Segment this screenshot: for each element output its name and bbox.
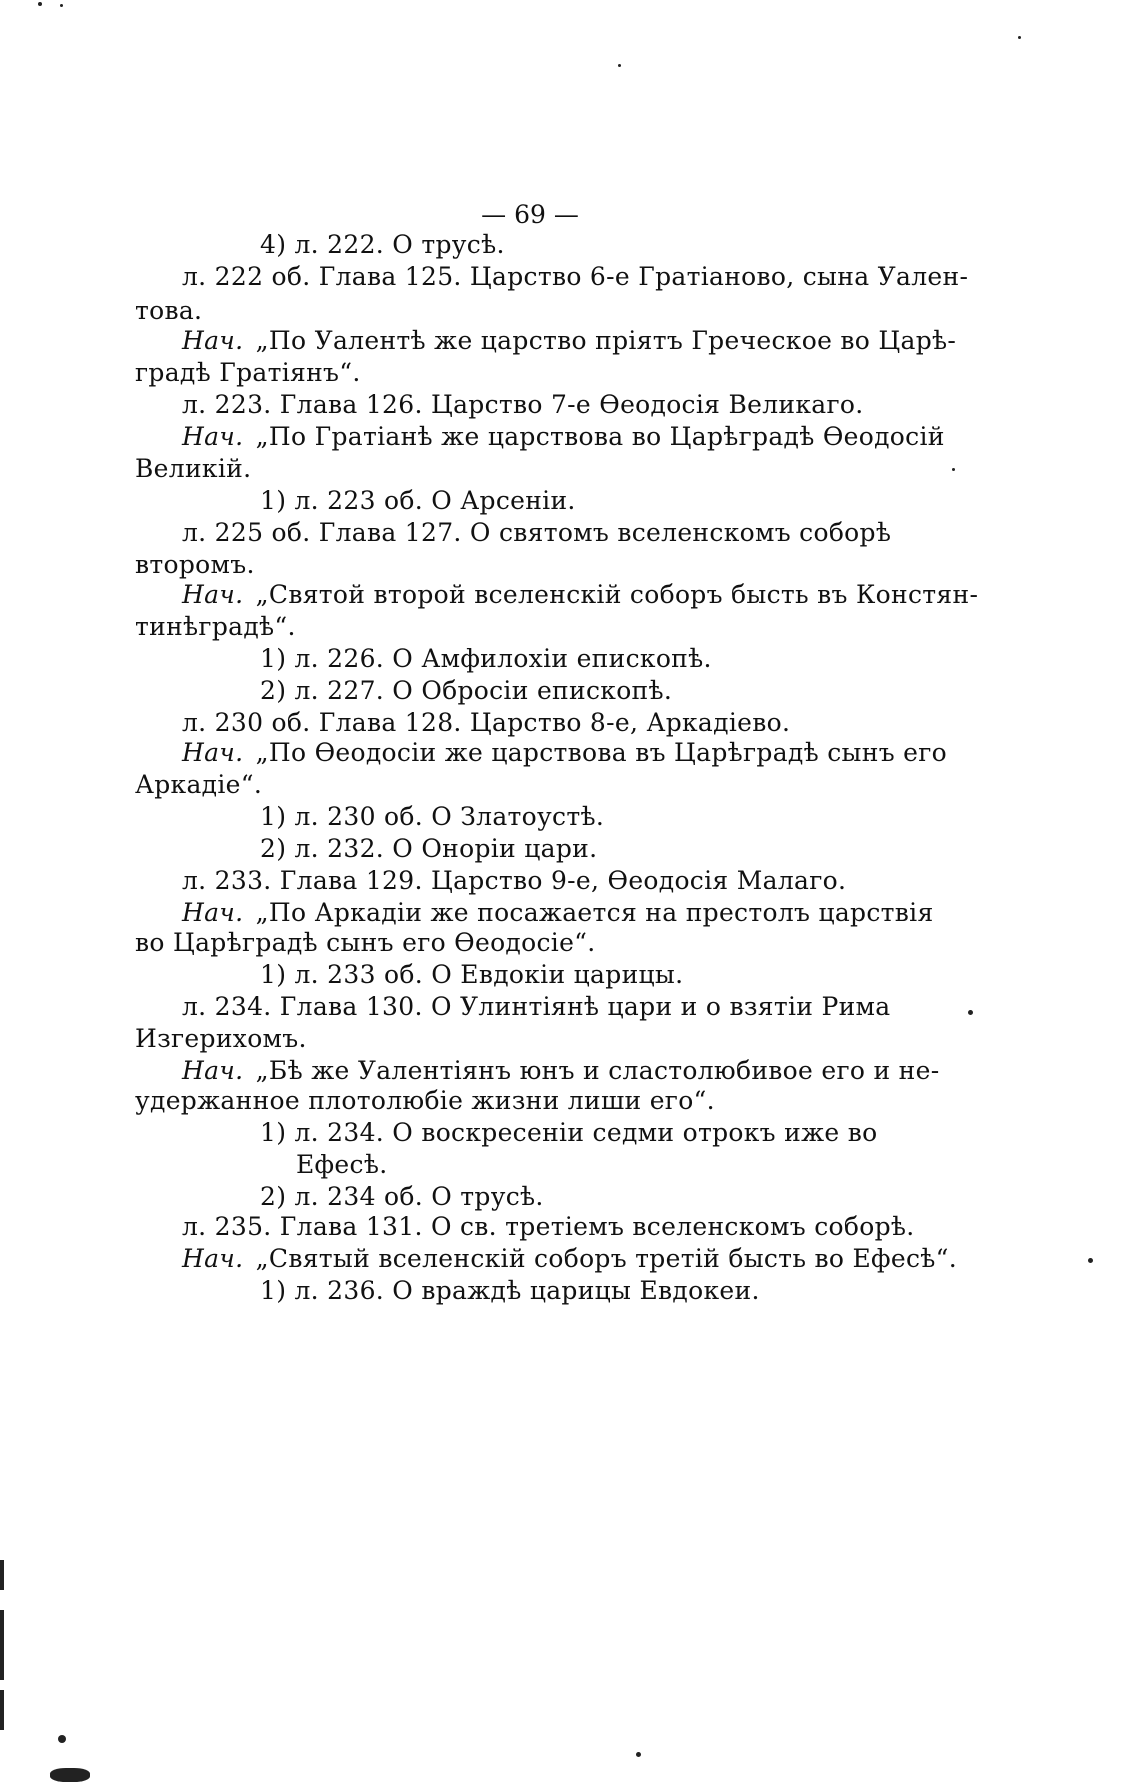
chapter-heading: л. 222 об. Глава 125. Царство 6-е Гратіаново, сына Уален- bbox=[182, 262, 969, 291]
incipit-label: Нач. bbox=[182, 422, 244, 451]
scan-smudge bbox=[50, 1768, 90, 1782]
incipit-label: Нач. bbox=[182, 898, 244, 927]
scan-speck bbox=[636, 1752, 641, 1757]
scan-speck bbox=[38, 2, 42, 6]
sub-entry: 1) л. 234. О воскресеніи седми отрокъ иже во bbox=[260, 1118, 878, 1147]
chapter-heading: л. 230 об. Глава 128. Царство 8-е, Аркадіево. bbox=[182, 708, 791, 737]
scan-edge-mark bbox=[0, 1560, 4, 1590]
incipit-cont: Великій. bbox=[135, 454, 252, 483]
scan-speck bbox=[952, 468, 955, 471]
chapter-heading: л. 223. Глава 126. Царство 7-е Ѳеодосія Великаго. bbox=[182, 390, 864, 419]
entry-line: 4) л. 222. О трусѣ. bbox=[260, 230, 505, 259]
scan-speck bbox=[618, 64, 621, 67]
incipit-label: Нач. bbox=[182, 326, 244, 355]
incipit-cont: во Царѣградѣ сынъ его Ѳеодосіе“. bbox=[135, 928, 596, 957]
scan-speck bbox=[58, 1735, 66, 1743]
incipit-line: Нач. „По Гратіанѣ же царствова во Царѣградѣ Ѳеодосій bbox=[182, 422, 945, 451]
sub-entry: 1) л. 230 об. О Златоустѣ. bbox=[260, 802, 605, 831]
chapter-heading-cont: Изгерихомъ. bbox=[135, 1024, 307, 1053]
incipit-line: Нач. „Святой второй вселенскій соборъ бысть въ Констян- bbox=[182, 580, 979, 609]
sub-entry: 1) л. 236. О враждѣ царицы Евдокеи. bbox=[260, 1276, 760, 1305]
incipit-label: Нач. bbox=[182, 1056, 244, 1085]
incipit-line: Нач. „Святый вселенскій соборъ третій бысть во Ефесѣ“. bbox=[182, 1244, 957, 1273]
incipit-line: Нач. „По Аркадіи же посажается на престолъ царствія bbox=[182, 898, 934, 927]
sub-entry: 2) л. 232. О Оноріи цари. bbox=[260, 834, 598, 863]
sub-entry: 2) л. 234 об. О трусѣ. bbox=[260, 1182, 544, 1211]
incipit-cont: Аркадіе“. bbox=[135, 770, 263, 799]
incipit-label: Нач. bbox=[182, 738, 244, 767]
chapter-heading-cont: второмъ. bbox=[135, 550, 255, 579]
incipit-label: Нач. bbox=[182, 580, 244, 609]
sub-entry: 2) л. 227. О Обросіи епископѣ. bbox=[260, 676, 673, 705]
incipit-line: Нач. „Бѣ же Уалентіянъ юнъ и сластолюбивое его и не- bbox=[182, 1056, 940, 1085]
chapter-heading: л. 233. Глава 129. Царство 9-е, Ѳеодосія Малаго. bbox=[182, 866, 847, 895]
page-number: — 69 — bbox=[481, 200, 579, 229]
incipit-line: Нач. „По Уалентѣ же царство пріятъ Греческое во Царѣ- bbox=[182, 326, 957, 355]
incipit-cont: удержанное плотолюбіе жизни лиши его“. bbox=[135, 1086, 715, 1115]
chapter-heading: л. 234. Глава 130. О Улинтіянѣ цари и о взятіи Рима bbox=[182, 992, 891, 1021]
scan-edge-mark bbox=[0, 1610, 4, 1680]
incipit-label: Нач. bbox=[182, 1244, 244, 1273]
incipit-line: Нач. „По Ѳеодосіи же царствова въ Царѣградѣ сынъ его bbox=[182, 738, 948, 767]
chapter-heading: л. 235. Глава 131. О св. третіемъ вселенскомъ соборѣ. bbox=[182, 1212, 915, 1241]
scan-edge-mark bbox=[0, 1690, 4, 1730]
incipit-cont: тинѣградѣ“. bbox=[135, 612, 296, 641]
scan-speck bbox=[60, 4, 63, 7]
sub-entry: 1) л. 226. О Амфилохіи епископѣ. bbox=[260, 644, 712, 673]
sub-entry: 1) л. 233 об. О Евдокіи царицы. bbox=[260, 960, 684, 989]
scan-speck bbox=[1018, 36, 1021, 39]
incipit-cont: градѣ Гратіянъ“. bbox=[135, 358, 361, 387]
scan-speck bbox=[968, 1010, 973, 1015]
sub-entry: 1) л. 223 об. О Арсеніи. bbox=[260, 486, 576, 515]
sub-entry-cont: Ефесѣ. bbox=[296, 1150, 388, 1179]
scan-speck bbox=[1088, 1258, 1093, 1263]
chapter-heading-cont: това. bbox=[135, 296, 203, 325]
chapter-heading: л. 225 об. Глава 127. О святомъ вселенскомъ соборѣ bbox=[182, 518, 892, 547]
